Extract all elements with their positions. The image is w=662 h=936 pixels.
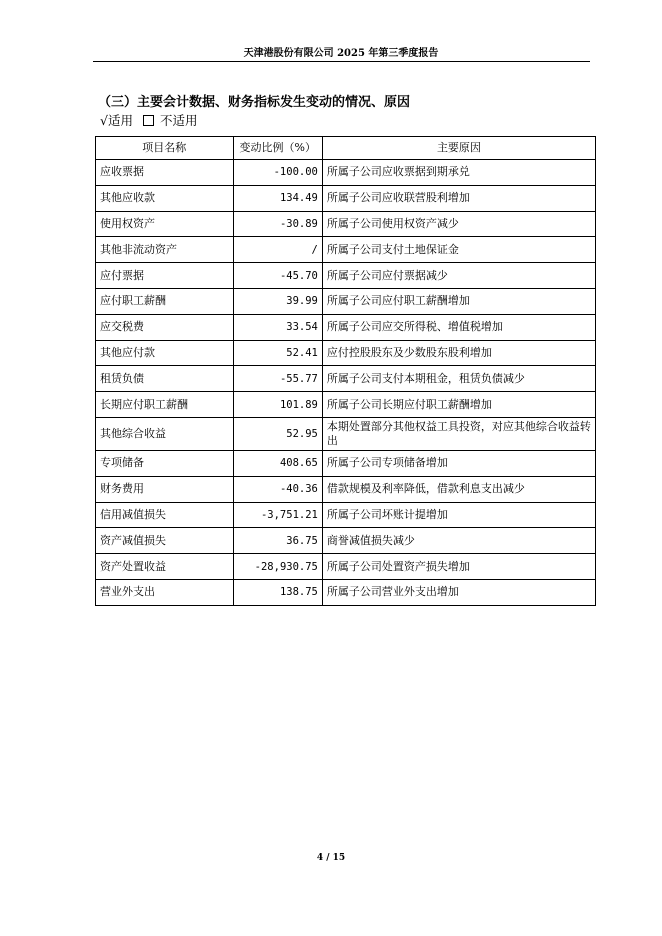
- item-cell: 专项储备: [96, 450, 234, 476]
- ratio-cell: -45.70: [233, 263, 322, 289]
- table-row: [96, 314, 596, 340]
- applicable-label: √适用: [100, 113, 133, 128]
- table-row: [96, 450, 596, 476]
- ratio-cell: -40.36: [233, 476, 322, 502]
- item-cell: 其他非流动资产: [96, 237, 234, 263]
- reason-cell: 商誉减值损失减少: [322, 528, 595, 554]
- item-cell: 应付票据: [96, 263, 234, 289]
- ratio-cell: 52.95: [233, 417, 322, 450]
- table-row: [96, 579, 596, 605]
- item-cell: 资产处置收益: [96, 554, 234, 580]
- table-row: [96, 263, 596, 289]
- header-divider: [93, 61, 590, 62]
- ratio-cell: -100.00: [233, 160, 322, 186]
- table-row: [96, 366, 596, 392]
- reason-cell: 应付控股股东及少数股东股利增加: [322, 340, 595, 366]
- ratio-cell: -30.89: [233, 211, 322, 237]
- column-header-reason: 主要原因: [322, 137, 595, 160]
- reason-cell: 所属子公司坏账计提增加: [322, 502, 595, 528]
- not-applicable-checkbox: [143, 115, 154, 126]
- table-row: [96, 554, 596, 580]
- table-row: [96, 528, 596, 554]
- reason-cell: 借款规模及利率降低，借款利息支出减少: [322, 476, 595, 502]
- item-cell: 使用权资产: [96, 211, 234, 237]
- reason-cell: 所属子公司支付本期租金，租赁负债减少: [322, 366, 595, 392]
- reason-cell: 所属子公司应付票据减少: [322, 263, 595, 289]
- ratio-cell: -55.77: [233, 366, 322, 392]
- item-cell: 长期应付职工薪酬: [96, 392, 234, 418]
- reason-cell: 所属子公司长期应付职工薪酬增加: [322, 392, 595, 418]
- table-row: [96, 160, 596, 186]
- item-cell: 信用减值损失: [96, 502, 234, 528]
- section-title: （三）主要会计数据、财务指标发生变动的情况、原因: [98, 95, 411, 110]
- table-row: [96, 502, 596, 528]
- table-row: [96, 340, 596, 366]
- reason-cell: 所属子公司支付土地保证金: [322, 237, 595, 263]
- table-row: [96, 476, 596, 502]
- item-cell: 资产减值损失: [96, 528, 234, 554]
- table-row: [96, 288, 596, 314]
- reason-cell: 所属子公司营业外支出增加: [322, 579, 595, 605]
- ratio-cell: 39.99: [233, 288, 322, 314]
- item-cell: 其他应付款: [96, 340, 234, 366]
- item-cell: 租赁负债: [96, 366, 234, 392]
- table-row: [96, 237, 596, 263]
- column-header-ratio: 变动比例（%）: [233, 137, 322, 160]
- change-table: [95, 136, 596, 606]
- reason-cell: 本期处置部分其他权益工具投资，对应其他综合收益转出: [322, 417, 595, 450]
- item-cell: 其他综合收益: [96, 417, 234, 450]
- reason-cell: 所属子公司应付职工薪酬增加: [322, 288, 595, 314]
- reason-cell: 所属子公司处置资产损失增加: [322, 554, 595, 580]
- ratio-cell: 52.41: [233, 340, 322, 366]
- page-number: 4 / 15: [316, 853, 346, 863]
- item-cell: 应交税费: [96, 314, 234, 340]
- ratio-cell: 134.49: [233, 185, 322, 211]
- applicability-line: [100, 111, 197, 129]
- item-cell: 应付职工薪酬: [96, 288, 234, 314]
- table-row: [96, 211, 596, 237]
- column-header-item: 项目名称: [96, 137, 234, 160]
- ratio-cell: -28,930.75: [233, 554, 322, 580]
- item-cell: 财务费用: [96, 476, 234, 502]
- ratio-cell: 33.54: [233, 314, 322, 340]
- ratio-cell: 408.65: [233, 450, 322, 476]
- ratio-cell: 138.75: [233, 579, 322, 605]
- reason-cell: 所属子公司应交所得税、增值税增加: [322, 314, 595, 340]
- reason-cell: 所属子公司专项储备增加: [322, 450, 595, 476]
- table-row: [96, 417, 596, 450]
- reason-cell: 所属子公司使用权资产减少: [322, 211, 595, 237]
- item-cell: 营业外支出: [96, 579, 234, 605]
- table-header-row: [96, 137, 596, 160]
- ratio-cell: /: [233, 237, 322, 263]
- ratio-cell: 101.89: [233, 392, 322, 418]
- table-row: [96, 185, 596, 211]
- not-applicable-label: 不适用: [159, 113, 198, 128]
- report-header: 天津港股份有限公司 2025 年第三季度报告: [243, 48, 439, 59]
- table-row: [96, 392, 596, 418]
- ratio-cell: -3,751.21: [233, 502, 322, 528]
- item-cell: 应收票据: [96, 160, 234, 186]
- ratio-cell: 36.75: [233, 528, 322, 554]
- item-cell: 其他应收款: [96, 185, 234, 211]
- reason-cell: 所属子公司应收票据到期承兑: [322, 160, 595, 186]
- reason-cell: 所属子公司应收联营股利增加: [322, 185, 595, 211]
